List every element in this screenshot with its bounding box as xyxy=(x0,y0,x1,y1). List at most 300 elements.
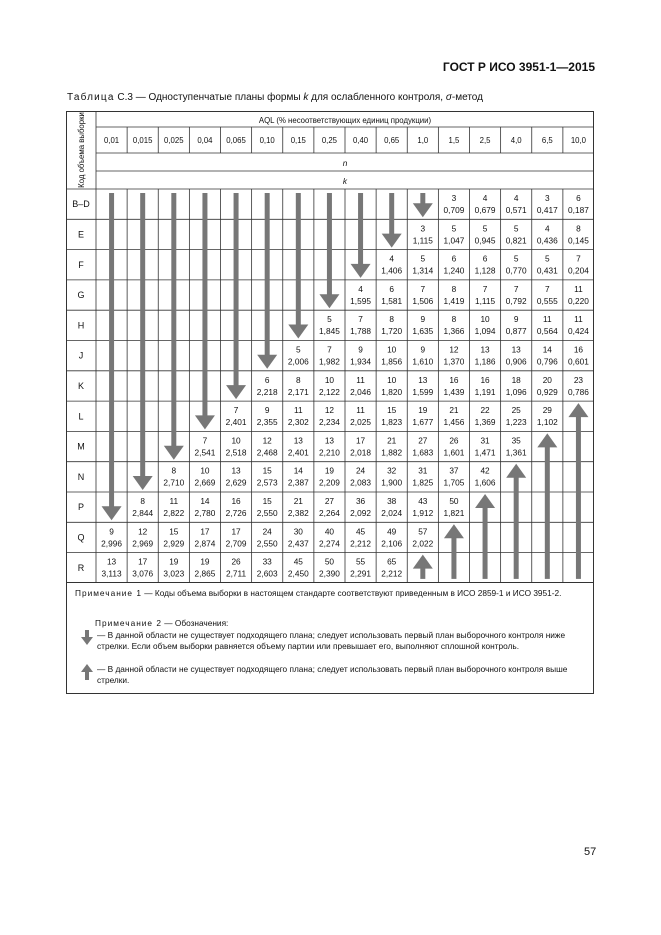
cell-n-F-11: 6 xyxy=(451,253,457,264)
cell-k-R-0: 3,113 xyxy=(101,568,122,579)
cell-k-B–D-12: 0,679 xyxy=(474,205,496,215)
cell-k-M-7: 2,210 xyxy=(319,447,340,458)
cell-n-N-12: 42 xyxy=(480,465,490,476)
cell-n-M-13: 35 xyxy=(511,435,521,446)
cell-n-M-10: 27 xyxy=(418,435,428,446)
cell-n-J-12: 13 xyxy=(480,344,490,355)
cell-k-Q-6: 2,437 xyxy=(287,538,309,549)
cell-n-P-3: 14 xyxy=(200,496,210,506)
cell-k-Q-0: 2,996 xyxy=(101,538,122,549)
cell-n-L-11: 21 xyxy=(449,405,459,416)
cell-n-J-6: 5 xyxy=(296,344,301,355)
cell-k-H-11: 1,366 xyxy=(443,326,465,337)
notes-section xyxy=(66,582,594,694)
arrow-down-icon xyxy=(164,193,184,460)
cell-n-P-4: 16 xyxy=(231,496,241,506)
aql-value-5: 0,10 xyxy=(259,136,275,145)
cell-k-L-8: 2,025 xyxy=(350,417,371,428)
cell-n-H-15: 11 xyxy=(574,314,583,325)
cell-k-E-15: 0,145 xyxy=(568,235,589,246)
cell-n-F-10: 5 xyxy=(420,253,426,264)
cell-n-E-13: 5 xyxy=(513,223,519,234)
cell-n-J-8: 9 xyxy=(358,344,363,355)
cell-k-Q-7: 2,274 xyxy=(319,538,340,549)
aql-value-2: 0,025 xyxy=(164,136,184,145)
cell-k-N-3: 2,669 xyxy=(194,477,216,488)
cell-n-N-5: 15 xyxy=(262,465,272,476)
cell-k-R-6: 2,450 xyxy=(287,568,309,579)
cell-k-Q-2: 2,929 xyxy=(163,538,185,549)
cell-n-R-3: 19 xyxy=(200,556,210,567)
cell-k-H-14: 0,564 xyxy=(536,326,558,337)
cell-n-J-15: 16 xyxy=(573,344,584,355)
caption-sigma: σ xyxy=(445,92,452,103)
cell-n-F-13: 5 xyxy=(513,253,519,264)
cell-n-K-11: 16 xyxy=(449,374,459,385)
cell-n-J-9: 10 xyxy=(387,344,397,355)
cell-n-P-1: 8 xyxy=(140,496,145,506)
cell-k-L-9: 1,823 xyxy=(381,417,403,428)
cell-k-Q-8: 2,212 xyxy=(350,538,371,549)
cell-k-Q-5: 2,550 xyxy=(256,538,278,549)
aql-value-6: 0,15 xyxy=(290,136,306,145)
aql-value-7: 0,25 xyxy=(321,136,338,145)
cell-n-B–D-14: 3 xyxy=(545,193,550,203)
cell-k-M-5: 2,468 xyxy=(256,447,278,458)
cell-k-P-4: 2,726 xyxy=(225,508,247,518)
aql-value-8: 0,40 xyxy=(352,136,369,145)
cell-n-R-8: 55 xyxy=(355,556,366,567)
cell-k-F-14: 0,431 xyxy=(536,265,558,276)
cell-n-H-9: 8 xyxy=(389,314,394,325)
cell-n-L-12: 22 xyxy=(480,405,490,416)
code-M: M xyxy=(77,441,85,452)
cell-k-K-5: 2,218 xyxy=(256,386,278,397)
cell-n-P-2: 11 xyxy=(169,496,179,506)
cell-k-K-7: 2,122 xyxy=(319,386,340,397)
cell-n-J-10: 9 xyxy=(420,344,426,355)
cell-n-H-11: 8 xyxy=(451,314,457,325)
cell-k-P-2: 2,822 xyxy=(163,508,185,518)
cell-k-K-9: 1,820 xyxy=(381,386,403,397)
cell-k-H-15: 0,424 xyxy=(568,326,589,337)
cell-n-K-7: 10 xyxy=(324,374,335,385)
cell-n-Q-5: 24 xyxy=(262,526,272,537)
cell-k-E-13: 0,821 xyxy=(505,235,527,246)
cell-n-M-4: 10 xyxy=(231,435,241,446)
cell-n-N-4: 13 xyxy=(231,465,241,476)
note-2-text: — Обозначения: xyxy=(164,618,229,628)
cell-k-G-11: 1,419 xyxy=(443,295,465,306)
cell-n-M-5: 12 xyxy=(262,435,272,446)
cell-k-H-9: 1,720 xyxy=(381,326,403,337)
cell-k-P-11: 1,821 xyxy=(443,508,465,518)
cell-n-L-8: 11 xyxy=(356,405,365,416)
caption-k: k xyxy=(303,92,309,103)
cell-k-J-10: 1,610 xyxy=(412,356,434,367)
cell-n-P-7: 27 xyxy=(324,496,335,506)
aql-value-15: 10,0 xyxy=(570,136,587,145)
code-P: P xyxy=(77,502,85,513)
cell-k-J-15: 0,601 xyxy=(568,356,589,367)
cell-n-Q-8: 45 xyxy=(355,526,366,537)
cell-n-F-15: 7 xyxy=(576,253,581,264)
cell-k-M-9: 1,882 xyxy=(381,447,403,458)
code-K: K xyxy=(77,380,85,391)
cell-k-E-12: 0,945 xyxy=(474,235,496,246)
cell-k-H-13: 0,877 xyxy=(505,326,527,337)
aql-value-10: 1,0 xyxy=(417,136,429,145)
legend-up-text: — В данной области не существует подходящего плана; следует использовать первый план выборочного контроля выше стрелки. xyxy=(97,664,568,685)
cell-n-R-6: 45 xyxy=(293,556,303,567)
n-label: n xyxy=(342,158,348,168)
cell-k-F-10: 1,314 xyxy=(412,265,434,276)
aql-value-13: 4,0 xyxy=(510,136,522,145)
cell-n-R-4: 26 xyxy=(231,556,241,567)
cell-k-P-3: 2,780 xyxy=(194,508,216,518)
cell-k-N-6: 2,387 xyxy=(287,477,309,488)
caption-text-before: — Одноступенчатые планы формы xyxy=(132,92,304,103)
caption-number: С.3 xyxy=(117,92,133,103)
cell-k-J-7: 1,982 xyxy=(319,356,340,367)
cell-k-Q-4: 2,709 xyxy=(225,538,247,549)
arrow-down-icon xyxy=(319,193,339,308)
aql-value-1: 0,015 xyxy=(132,136,153,145)
cell-n-B–D-15: 6 xyxy=(576,193,581,203)
caption-label: Таблица xyxy=(67,92,115,103)
cell-n-L-5: 9 xyxy=(264,405,270,416)
cell-n-N-8: 24 xyxy=(355,465,366,476)
cell-n-H-10: 9 xyxy=(420,314,426,325)
cell-k-R-8: 2,291 xyxy=(350,568,371,579)
cell-n-J-14: 14 xyxy=(542,344,552,355)
cell-k-L-13: 1,223 xyxy=(505,417,527,428)
cell-k-R-2: 3,023 xyxy=(163,568,185,579)
cell-n-K-15: 23 xyxy=(573,374,584,385)
aql-value-0: 0,01 xyxy=(103,136,120,145)
cell-n-G-13: 7 xyxy=(513,283,519,294)
cell-n-H-8: 7 xyxy=(358,314,363,325)
cell-n-K-9: 10 xyxy=(387,374,397,385)
cell-n-F-14: 5 xyxy=(545,253,550,264)
cell-k-P-7: 2,264 xyxy=(319,508,340,518)
cell-k-N-7: 2,209 xyxy=(319,477,340,488)
cell-n-Q-10: 57 xyxy=(418,526,428,537)
arrow-up-icon xyxy=(444,524,464,579)
cell-k-Q-9: 2,106 xyxy=(381,538,403,549)
arrow-up-icon xyxy=(413,555,433,579)
cell-n-P-8: 36 xyxy=(355,496,366,506)
cell-n-N-10: 31 xyxy=(418,465,428,476)
cell-k-J-14: 0,796 xyxy=(536,356,558,367)
cell-k-P-10: 1,912 xyxy=(412,508,434,518)
arrow-up-icon xyxy=(506,464,526,579)
cell-k-K-15: 0,786 xyxy=(568,386,589,397)
cell-k-M-10: 1,683 xyxy=(412,447,434,458)
note-1-label: Примечание 1 xyxy=(75,588,142,598)
cell-n-Q-9: 49 xyxy=(387,526,397,537)
cell-k-B–D-13: 0,571 xyxy=(505,205,527,215)
cell-k-Q-1: 2,969 xyxy=(132,538,154,549)
arrow-down-icon xyxy=(226,193,246,399)
cell-n-E-11: 5 xyxy=(451,223,457,234)
cell-n-L-6: 11 xyxy=(294,405,303,416)
cell-k-R-3: 2,865 xyxy=(194,568,216,579)
cell-k-E-11: 1,047 xyxy=(443,235,465,246)
cell-k-Q-10: 2,022 xyxy=(412,538,434,549)
cell-k-M-6: 2,401 xyxy=(287,447,309,458)
cell-n-L-7: 12 xyxy=(324,405,335,416)
cell-n-E-15: 8 xyxy=(576,223,581,234)
cell-k-R-5: 2,603 xyxy=(256,568,278,579)
cell-k-N-9: 1,900 xyxy=(381,477,403,488)
cell-n-R-0: 13 xyxy=(106,556,117,567)
cell-k-N-10: 1,825 xyxy=(412,477,434,488)
cell-k-L-7: 2,234 xyxy=(319,417,340,428)
code-R: R xyxy=(77,562,85,573)
cell-n-R-5: 33 xyxy=(262,556,272,567)
cell-n-P-10: 43 xyxy=(418,496,428,506)
cell-k-B–D-11: 0,709 xyxy=(443,205,465,215)
code-Q: Q xyxy=(77,532,85,543)
cell-k-L-14: 1,102 xyxy=(536,417,558,428)
cell-n-L-10: 19 xyxy=(418,405,428,416)
cell-k-R-9: 2,212 xyxy=(381,568,403,579)
cell-n-N-6: 14 xyxy=(293,465,303,476)
note-2-label: Примечание 2 xyxy=(95,618,162,628)
cell-k-N-4: 2,629 xyxy=(225,477,247,488)
table-caption xyxy=(67,92,483,103)
cell-n-R-1: 17 xyxy=(138,556,148,567)
cell-k-L-6: 2,302 xyxy=(287,417,309,428)
cell-k-L-4: 2,401 xyxy=(225,417,247,428)
cell-n-Q-0: 9 xyxy=(109,526,114,537)
cell-n-L-14: 29 xyxy=(542,405,552,416)
cell-k-G-13: 0,792 xyxy=(505,295,527,306)
cell-n-M-8: 17 xyxy=(355,435,366,446)
caption-text-middle: для ослабленного контроля, xyxy=(308,92,446,103)
cell-n-M-3: 7 xyxy=(202,435,208,446)
arrow-down-icon xyxy=(133,193,153,490)
arrow-down-icon xyxy=(195,193,215,429)
cell-n-E-12: 5 xyxy=(482,223,488,234)
cell-n-H-7: 5 xyxy=(327,314,332,325)
cell-k-N-2: 2,710 xyxy=(163,477,185,488)
cell-n-R-2: 19 xyxy=(169,556,179,567)
cell-k-J-11: 1,370 xyxy=(443,356,465,367)
arrow-down-icon xyxy=(351,193,371,278)
arrow-down-icon xyxy=(102,193,122,520)
arrow-down-icon xyxy=(382,193,402,248)
cell-n-H-13: 9 xyxy=(513,314,519,325)
cell-k-G-15: 0,220 xyxy=(568,295,589,306)
aql-header: AQL (% несоответствующих единиц продукции) xyxy=(258,116,432,125)
cell-n-M-6: 13 xyxy=(293,435,303,446)
cell-n-K-5: 6 xyxy=(264,374,270,385)
cell-k-G-9: 1,581 xyxy=(381,295,403,306)
cell-n-P-6: 21 xyxy=(293,496,303,506)
cell-n-J-13: 13 xyxy=(511,344,521,355)
cell-n-L-4: 7 xyxy=(233,405,239,416)
cell-n-G-14: 7 xyxy=(545,283,550,294)
cell-n-Q-6: 30 xyxy=(293,526,303,537)
cell-k-P-8: 2,092 xyxy=(350,508,371,518)
aql-value-14: 6,5 xyxy=(541,136,553,145)
cell-k-J-6: 2,006 xyxy=(287,356,309,367)
cell-k-M-12: 1,471 xyxy=(474,447,496,458)
cell-n-K-14: 20 xyxy=(542,374,552,385)
sampling-plans-table xyxy=(66,111,594,583)
cell-k-J-8: 1,934 xyxy=(350,356,371,367)
k-label: k xyxy=(342,176,348,186)
cell-k-L-5: 2,355 xyxy=(256,417,278,428)
cell-n-K-10: 13 xyxy=(418,374,428,385)
cell-n-J-11: 12 xyxy=(449,344,459,355)
arrow-down-icon xyxy=(288,193,308,339)
cell-n-M-12: 31 xyxy=(480,435,490,446)
document-header: ГОСТ Р ИСО 3951-1—2015 xyxy=(442,60,595,74)
cell-k-P-6: 2,382 xyxy=(287,508,309,518)
cell-k-M-8: 2,018 xyxy=(350,447,371,458)
note-1 xyxy=(75,588,587,599)
cell-k-H-12: 1,094 xyxy=(474,326,496,337)
cell-k-L-10: 1,677 xyxy=(412,417,434,428)
code-B–D: B–D xyxy=(72,199,90,210)
cell-n-B–D-13: 4 xyxy=(513,193,519,203)
arrow-up-icon xyxy=(537,433,557,579)
cell-k-F-15: 0,204 xyxy=(568,265,589,276)
cell-k-K-10: 1,599 xyxy=(412,386,434,397)
aql-value-11: 1,5 xyxy=(448,136,460,145)
cell-n-R-9: 65 xyxy=(387,556,397,567)
cell-k-N-5: 2,573 xyxy=(256,477,278,488)
aql-value-9: 0,65 xyxy=(384,136,400,145)
cell-k-F-13: 0,770 xyxy=(505,265,527,276)
cell-k-B–D-15: 0,187 xyxy=(568,205,589,215)
cell-n-G-8: 4 xyxy=(358,283,363,294)
cell-n-L-13: 25 xyxy=(511,405,521,416)
aql-value-12: 2,5 xyxy=(479,136,491,145)
cell-k-Q-3: 2,874 xyxy=(194,538,216,549)
cell-k-F-12: 1,128 xyxy=(474,265,496,276)
cell-n-M-9: 21 xyxy=(387,435,397,446)
code-N: N xyxy=(77,471,85,482)
cell-k-K-8: 2,046 xyxy=(350,386,371,397)
note-1-text: — Коды объема выборки в настоящем стандарте соответствуют приведенным в ИСО 2859-1 и ИСО 3951-2. xyxy=(144,588,562,598)
aql-value-3: 0,04 xyxy=(197,136,213,145)
cell-k-G-12: 1,115 xyxy=(474,295,496,306)
caption-text-after: -метод xyxy=(451,92,483,103)
cell-n-Q-7: 40 xyxy=(324,526,335,537)
cell-k-M-4: 2,518 xyxy=(225,447,247,458)
cell-k-B–D-14: 0,417 xyxy=(536,205,558,215)
cell-k-L-12: 1,369 xyxy=(474,417,496,428)
cell-n-G-10: 7 xyxy=(420,283,426,294)
code-L: L xyxy=(78,411,84,422)
cell-n-P-5: 15 xyxy=(262,496,272,506)
code-J: J xyxy=(78,350,84,361)
cell-k-J-13: 0,906 xyxy=(505,356,527,367)
cell-k-K-13: 1,096 xyxy=(505,386,527,397)
code-H: H xyxy=(77,320,85,331)
cell-n-G-11: 8 xyxy=(451,283,457,294)
cell-n-H-12: 10 xyxy=(480,314,490,325)
cell-n-L-9: 15 xyxy=(387,405,397,416)
cell-k-N-11: 1,705 xyxy=(443,477,465,488)
cell-k-J-9: 1,856 xyxy=(381,356,403,367)
cell-n-E-14: 4 xyxy=(545,223,550,234)
code-G: G xyxy=(77,290,85,301)
cell-k-G-10: 1,506 xyxy=(412,295,434,306)
code-F: F xyxy=(78,259,84,270)
cell-n-B–D-11: 3 xyxy=(451,193,457,203)
cell-n-Q-1: 12 xyxy=(138,526,148,537)
cell-n-R-7: 50 xyxy=(324,556,335,567)
cell-k-F-9: 1,406 xyxy=(381,265,403,276)
cell-n-P-9: 38 xyxy=(387,496,397,506)
cell-n-M-11: 26 xyxy=(449,435,459,446)
note-2 xyxy=(95,618,228,629)
cell-k-R-4: 2,711 xyxy=(225,568,247,579)
cell-k-H-8: 1,788 xyxy=(350,326,371,337)
legend-down-text: — В данной области не существует подходящего плана; следует использовать первый план выборочного контроля ниже стрелки. Если объем выборки равняется объему партии или превышает его, выполняют сплошной контроль. xyxy=(97,630,566,651)
cell-k-N-8: 2,083 xyxy=(350,477,371,488)
cell-k-M-13: 1,361 xyxy=(505,447,527,458)
cell-k-K-12: 1,191 xyxy=(474,386,496,397)
cell-k-R-7: 2,390 xyxy=(319,568,340,579)
cell-n-K-8: 11 xyxy=(356,374,365,385)
cell-k-P-5: 2,550 xyxy=(256,508,278,518)
cell-n-Q-4: 17 xyxy=(231,526,241,537)
cell-n-N-3: 10 xyxy=(200,465,210,476)
page-number: 57 xyxy=(584,846,597,858)
cell-n-F-12: 6 xyxy=(482,253,488,264)
cell-k-M-3: 2,541 xyxy=(194,447,216,458)
cell-n-K-6: 8 xyxy=(296,374,301,385)
cell-k-K-11: 1,439 xyxy=(443,386,465,397)
aql-value-4: 0,065 xyxy=(226,136,246,145)
cell-k-K-14: 0,929 xyxy=(536,386,558,397)
arrow-up-icon xyxy=(475,494,495,579)
cell-k-K-6: 2,171 xyxy=(287,386,309,397)
cell-n-N-2: 8 xyxy=(171,465,177,476)
cell-k-H-7: 1,845 xyxy=(319,326,340,337)
cell-n-N-7: 19 xyxy=(324,465,335,476)
arrow-up-icon xyxy=(81,664,93,680)
cell-n-F-9: 4 xyxy=(389,253,394,264)
cell-n-Q-3: 17 xyxy=(200,526,210,537)
cell-k-L-11: 1,456 xyxy=(443,417,465,428)
cell-k-R-1: 3,076 xyxy=(132,568,154,579)
cell-n-J-7: 7 xyxy=(327,344,332,355)
cell-n-G-9: 6 xyxy=(389,283,394,294)
cell-n-K-12: 16 xyxy=(480,374,490,385)
cell-n-N-9: 32 xyxy=(387,465,397,476)
cell-n-Q-2: 15 xyxy=(169,526,179,537)
cell-k-P-9: 2,024 xyxy=(381,508,403,518)
code-E: E xyxy=(77,229,85,240)
cell-k-F-11: 1,240 xyxy=(443,265,465,276)
cell-k-G-8: 1,595 xyxy=(350,295,371,306)
cell-k-M-11: 1,601 xyxy=(443,447,465,458)
cell-k-J-12: 1,186 xyxy=(474,356,496,367)
arrow-down-icon xyxy=(413,193,433,217)
cell-k-G-14: 0,555 xyxy=(536,295,558,306)
cell-k-H-10: 1,635 xyxy=(412,326,434,337)
cell-n-K-13: 18 xyxy=(511,374,521,385)
cell-k-N-12: 1,606 xyxy=(474,477,496,488)
cell-k-E-10: 1,115 xyxy=(412,235,433,246)
